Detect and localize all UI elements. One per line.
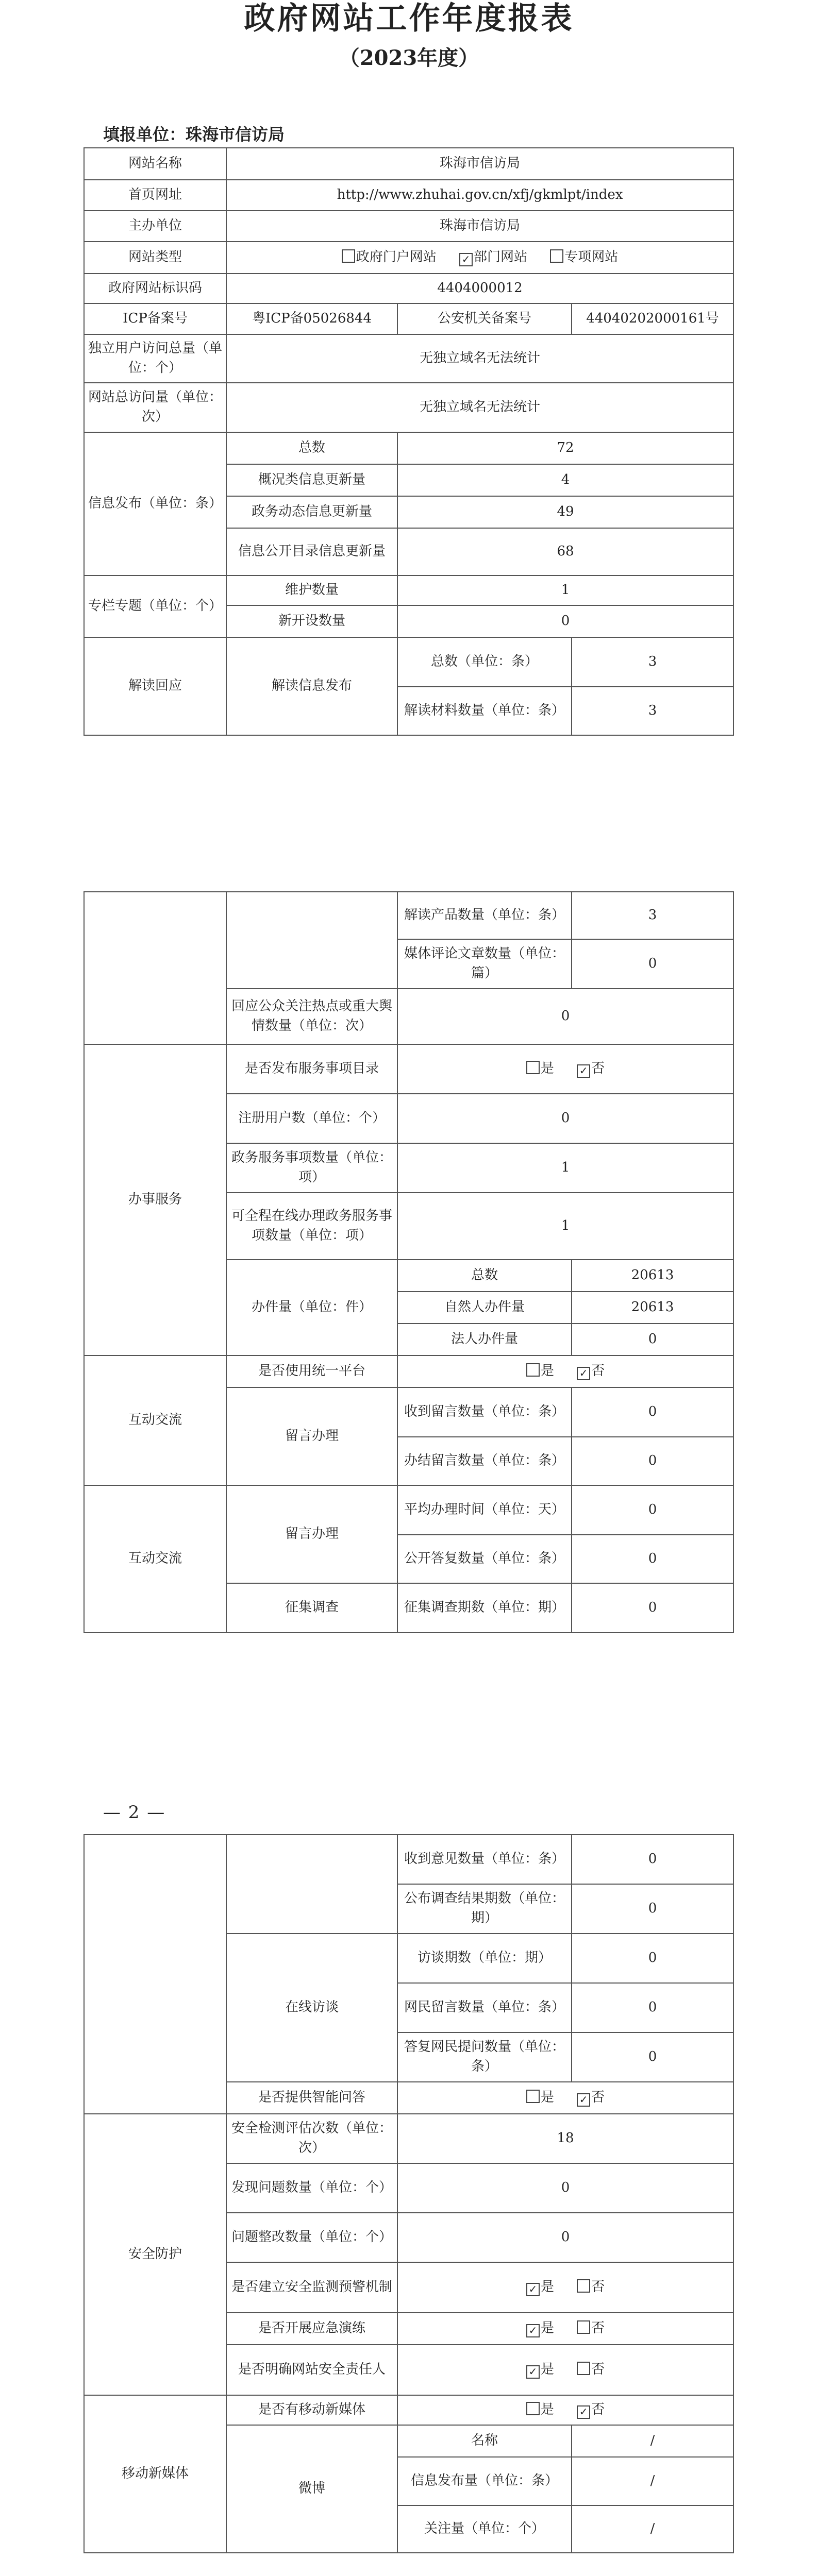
interpret-product-label: 解读产品数量（单位：条） — [397, 892, 572, 939]
option-no[interactable] — [577, 2088, 605, 2108]
visitors-value: 无独立域名无法统计 — [226, 334, 733, 383]
column-new-label: 新开设数量 — [226, 605, 397, 637]
option-yes[interactable] — [526, 2319, 554, 2338]
mobile-group-label: 移动新媒体 — [84, 2395, 226, 2553]
survey-count: 0 — [572, 1583, 733, 1633]
msg-done-label: 办结留言数量（单位：条） — [397, 1437, 572, 1485]
option-department[interactable] — [459, 248, 527, 267]
monitor-label: 是否建立安全监测预警机制 — [226, 2262, 397, 2313]
interpret-respond-label: 回应公众关注热点或重大舆情数量（单位：次） — [226, 989, 397, 1044]
filler-value: 珠海市信访局 — [186, 125, 285, 144]
site-id-label: 政府网站标识码 — [84, 274, 226, 303]
service-items: 1 — [397, 1143, 733, 1193]
checkbox-checked-icon: ✓ — [526, 2324, 540, 2337]
service-catalog-options — [397, 1044, 733, 1094]
site-name-label: 网站名称 — [84, 148, 226, 180]
msg-avg-label: 平均办理时间（单位：天） — [397, 1485, 572, 1535]
page-number-2: — 2 — — [103, 1802, 166, 1823]
column-group-label: 专栏专题（单位：个） — [84, 575, 226, 637]
option-no[interactable] — [577, 2278, 605, 2297]
weibo-fans: / — [572, 2505, 733, 2553]
mobile-has-label: 是否有移动新媒体 — [226, 2395, 397, 2425]
option-label: 是 — [540, 2320, 554, 2336]
site-type-options — [226, 242, 733, 274]
checkbox-checked-icon: ✓ — [526, 2365, 540, 2379]
handled-total: 20613 — [572, 1260, 733, 1292]
service-items-label: 政务服务事项数量（单位：项） — [226, 1143, 397, 1193]
fixed-count: 0 — [397, 2213, 733, 2262]
info-overview: 4 — [397, 464, 733, 496]
weibo-fans-label: 关注量（单位：个） — [397, 2505, 572, 2553]
result-count: 0 — [572, 1884, 733, 1934]
survey-count-label: 征集调查期数（单位：期） — [397, 1583, 572, 1633]
interview-label: 在线访谈 — [226, 1934, 397, 2082]
msg-received-label: 收到留言数量（单位：条） — [397, 1387, 572, 1437]
handled-person: 20613 — [572, 1292, 733, 1324]
duty-label: 是否明确网站安全责任人 — [226, 2345, 397, 2395]
smart-qa-label: 是否提供智能问答 — [226, 2082, 397, 2114]
survey-cont — [226, 1835, 397, 1934]
handled-legal: 0 — [572, 1324, 733, 1355]
service-online: 1 — [397, 1193, 733, 1260]
interpret-material-label: 解读材料数量（单位：条） — [397, 687, 572, 735]
option-label: 否 — [591, 2279, 605, 2295]
service-online-label: 可全程在线办理政务服务事项数量（单位：项） — [226, 1193, 397, 1260]
checkbox-checked-icon: ✓ — [459, 253, 473, 266]
service-handled-label: 办件量（单位：件） — [226, 1260, 397, 1355]
column-maintain-label: 维护数量 — [226, 575, 397, 605]
info-open: 68 — [397, 528, 733, 575]
visits-label: 网站总访问量（单位：次） — [84, 383, 226, 432]
opinion-label: 收到意见数量（单位：条） — [397, 1835, 572, 1884]
interpret-total-label: 总数（单位：条） — [397, 637, 572, 687]
interview-count: 0 — [572, 1934, 733, 1983]
option-label: 否 — [591, 2090, 605, 2106]
option-special[interactable] — [550, 248, 618, 267]
interview-msg-label: 网民留言数量（单位：条） — [397, 1983, 572, 2032]
interpret-sub-cont — [226, 892, 397, 989]
option-label: 是 — [540, 2402, 554, 2418]
found-count: 0 — [397, 2163, 733, 2213]
checkbox-unchecked-icon — [577, 2279, 590, 2293]
survey-label: 征集调查 — [226, 1583, 397, 1633]
security-group-label: 安全防护 — [84, 2114, 226, 2395]
weibo-pub: / — [572, 2457, 733, 2505]
msg-public-label: 公开答复数量（单位：条） — [397, 1535, 572, 1583]
info-group-label: 信息发布（单位：条） — [84, 432, 226, 575]
info-open-label: 信息公开目录信息更新量 — [226, 528, 397, 575]
service-users-label: 注册用户数（单位：个） — [226, 1094, 397, 1143]
option-no[interactable] — [577, 2360, 605, 2380]
interview-ans: 0 — [572, 2032, 733, 2082]
interpret-media: 0 — [572, 939, 733, 989]
option-yes[interactable] — [526, 2278, 554, 2297]
interact-group-label: 互动交流 — [84, 1355, 226, 1485]
checkbox-unchecked-icon — [550, 249, 563, 263]
interpret-product: 3 — [572, 892, 733, 939]
unified-platform-label: 是否使用统一平台 — [226, 1355, 397, 1387]
option-label: 部门网站 — [474, 249, 528, 265]
icp-label: ICP备案号 — [84, 303, 226, 334]
checkbox-unchecked-icon — [526, 1363, 540, 1377]
option-portal[interactable] — [342, 248, 437, 267]
visits-value: 无独立域名无法统计 — [226, 383, 733, 432]
checkbox-checked-icon: ✓ — [577, 2093, 590, 2107]
handled-person-label: 自然人办件量 — [397, 1292, 572, 1324]
sponsor: 珠海市信访局 — [226, 211, 733, 242]
interpret-total: 3 — [572, 637, 733, 687]
option-label: 否 — [591, 2320, 605, 2336]
info-overview-label: 概况类信息更新量 — [226, 464, 397, 496]
msg-public: 0 — [572, 1535, 733, 1583]
option-label: 政府门户网站 — [356, 249, 437, 265]
site-type-label: 网站类型 — [84, 242, 226, 274]
interpret-group-label: 解读回应 — [84, 637, 226, 735]
interpret-respond: 0 — [397, 989, 733, 1044]
weibo-label: 微博 — [226, 2425, 397, 2553]
sponsor-label: 主办单位 — [84, 211, 226, 242]
option-label: 否 — [591, 2402, 605, 2418]
option-yes[interactable] — [526, 2400, 554, 2420]
report-table-page1 — [84, 147, 734, 736]
visitors-label: 独立用户访问总量（单位：个） — [84, 334, 226, 383]
option-label: 否 — [591, 1061, 605, 1077]
checkbox-unchecked-icon — [342, 249, 355, 263]
service-users: 0 — [397, 1094, 733, 1143]
weibo-name-label: 名称 — [397, 2425, 572, 2457]
home-url-label: 首页网址 — [84, 180, 226, 211]
unified-platform-options — [397, 1355, 733, 1387]
msg-received: 0 — [572, 1387, 733, 1437]
checkbox-checked-icon: ✓ — [577, 1367, 590, 1380]
mobile-has-options — [397, 2395, 733, 2425]
option-label: 否 — [591, 2362, 605, 2378]
info-news-label: 政务动态信息更新量 — [226, 496, 397, 528]
checkbox-unchecked-icon — [526, 2402, 540, 2415]
checkbox-checked-icon: ✓ — [577, 1064, 590, 1078]
interpret-media-label: 媒体评论文章数量（单位：篇） — [397, 939, 572, 989]
checkbox-unchecked-icon — [526, 2090, 540, 2103]
option-yes[interactable] — [526, 2360, 554, 2380]
option-label: 是 — [540, 2362, 554, 2378]
option-yes[interactable] — [526, 2088, 554, 2108]
checkbox-unchecked-icon — [526, 1061, 540, 1074]
interpret-sub-label: 解读信息发布 — [226, 637, 397, 735]
handled-legal-label: 法人办件量 — [397, 1324, 572, 1355]
msg-handling-label: 留言办理 — [226, 1387, 397, 1485]
interact-group-cont — [84, 1835, 226, 2114]
weibo-name: / — [572, 2425, 733, 2457]
filler-unit — [103, 122, 285, 145]
smart-qa-options — [397, 2082, 733, 2114]
option-no[interactable] — [577, 1059, 605, 1079]
info-total: 72 — [397, 432, 733, 464]
icp-number: 粤ICP备05026844 — [226, 303, 397, 334]
info-news: 49 — [397, 496, 733, 528]
interview-ans-label: 答复网民提问数量（单位：条） — [397, 2032, 572, 2082]
service-catalog-label: 是否发布服务事项目录 — [226, 1044, 397, 1094]
monitor-options — [397, 2262, 733, 2313]
report-subtitle: （2023年度） — [339, 46, 479, 70]
fixed-label: 问题整改数量（单位：个） — [226, 2213, 397, 2262]
found-label: 发现问题数量（单位：个） — [226, 2163, 397, 2213]
option-label: 是 — [540, 1363, 554, 1379]
filler-label: 填报单位： — [103, 125, 186, 144]
checkbox-unchecked-icon — [577, 2320, 590, 2334]
site-name: 珠海市信访局 — [226, 148, 733, 180]
option-label: 专项网站 — [564, 249, 619, 265]
home-url: http://www.zhuhai.gov.cn/xfj/gkmlpt/index — [226, 180, 733, 211]
interpret-group-cont — [84, 892, 226, 1044]
checkbox-checked-icon: ✓ — [526, 2283, 540, 2296]
service-group-label: 办事服务 — [84, 1044, 226, 1355]
interview-msg: 0 — [572, 1983, 733, 2032]
police-label: 公安机关备案号 — [397, 303, 572, 334]
option-label: 是 — [540, 2090, 554, 2106]
option-no[interactable] — [577, 2319, 605, 2338]
option-label: 否 — [591, 1363, 605, 1379]
option-yes[interactable] — [526, 1362, 554, 1381]
handled-total-label: 总数 — [397, 1260, 572, 1292]
column-new: 0 — [397, 605, 733, 637]
info-total-label: 总数 — [226, 432, 397, 464]
scan-count: 18 — [397, 2114, 733, 2163]
msg-done: 0 — [572, 1437, 733, 1485]
opinion-count: 0 — [572, 1835, 733, 1884]
option-label: 是 — [540, 1061, 554, 1077]
site-id: 4404000012 — [226, 274, 733, 303]
duty-options — [397, 2345, 733, 2395]
interact-group-label-2: 互动交流 — [84, 1485, 226, 1633]
column-maintain: 1 — [397, 575, 733, 605]
msg-handling-label-2: 留言办理 — [226, 1485, 397, 1583]
drill-options — [397, 2313, 733, 2345]
weibo-pub-label: 信息发布量（单位：条） — [397, 2457, 572, 2505]
option-no[interactable] — [577, 1362, 605, 1381]
interpret-material: 3 — [572, 687, 733, 735]
police-number: 44040202000161号 — [572, 303, 733, 334]
msg-avg: 0 — [572, 1485, 733, 1535]
report-title: 政府网站工作年度报表 — [244, 1, 574, 37]
report-table-page2 — [84, 891, 734, 1633]
checkbox-checked-icon: ✓ — [577, 2405, 590, 2419]
checkbox-unchecked-icon — [577, 2362, 590, 2375]
drill-label: 是否开展应急演练 — [226, 2313, 397, 2345]
interview-count-label: 访谈期数（单位：期） — [397, 1934, 572, 1983]
option-no[interactable] — [577, 2400, 605, 2420]
report-table-page3 — [84, 1834, 734, 2553]
scan-label: 安全检测评估次数（单位：次） — [226, 2114, 397, 2163]
option-label: 是 — [540, 2279, 554, 2295]
option-yes[interactable] — [526, 1059, 554, 1079]
result-label: 公布调查结果期数（单位：期） — [397, 1884, 572, 1934]
